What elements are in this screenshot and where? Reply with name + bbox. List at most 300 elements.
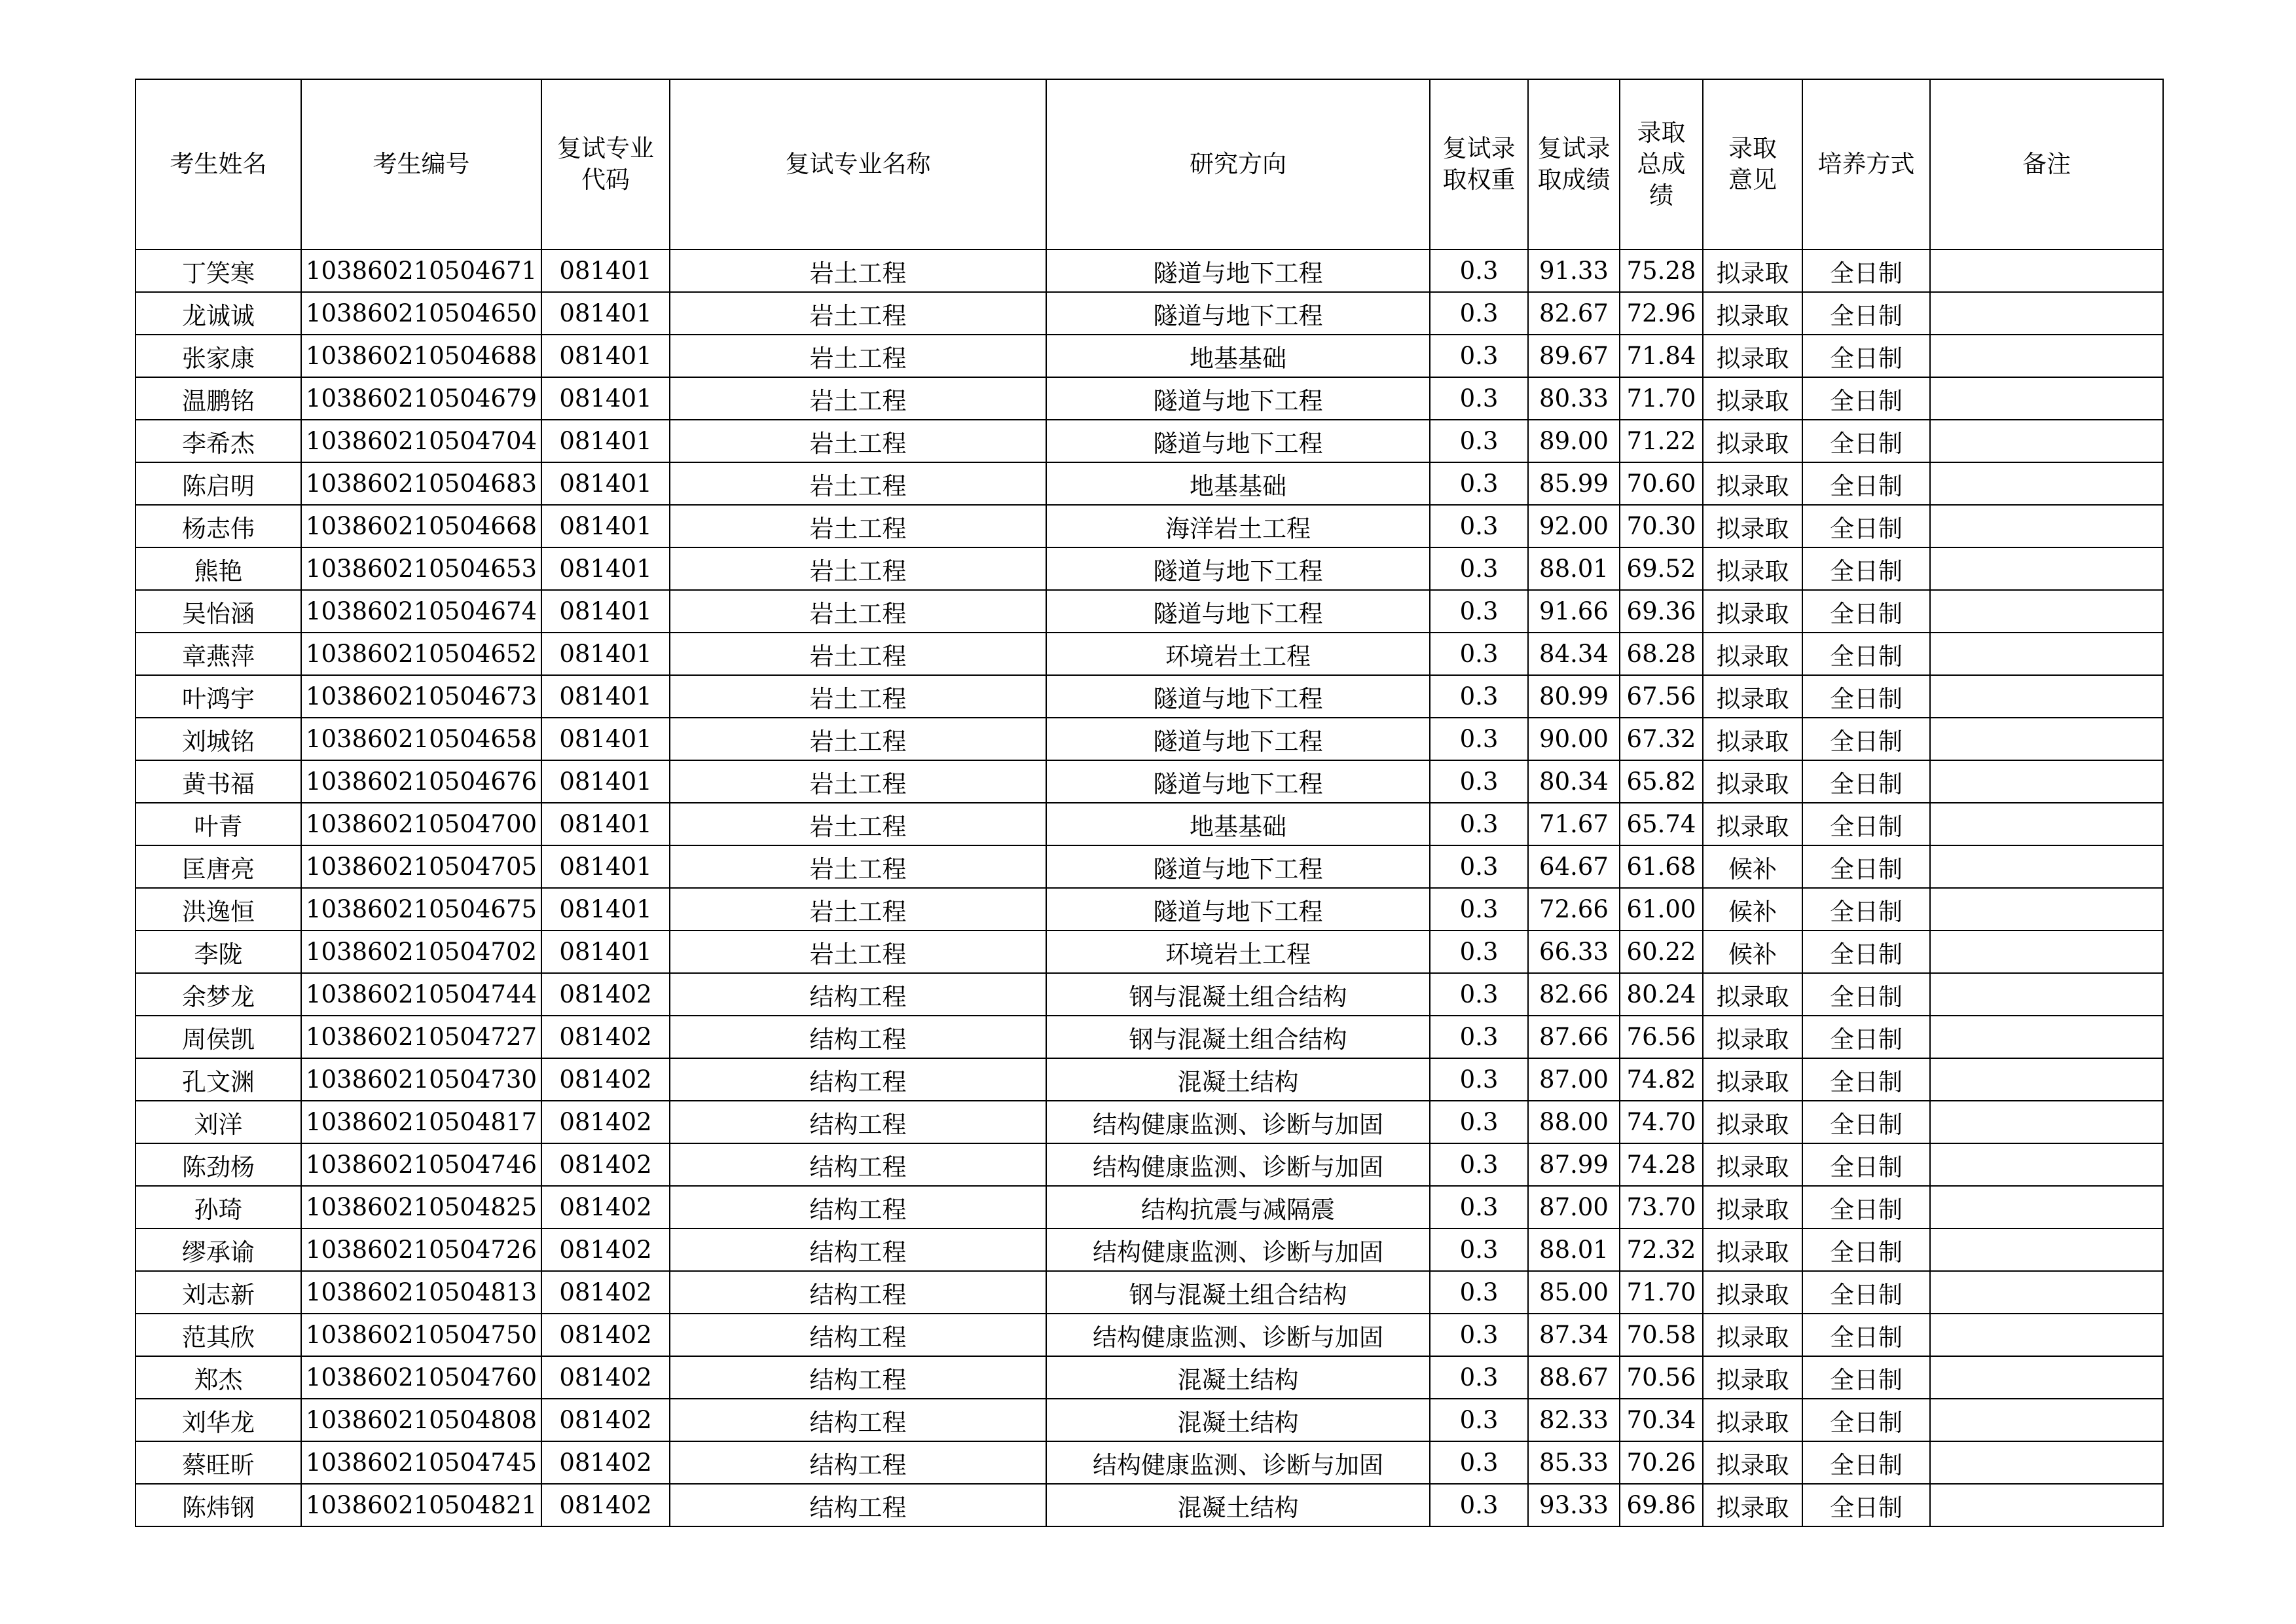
cell-score: 89.67 xyxy=(1528,335,1620,377)
cell-score: 64.67 xyxy=(1528,845,1620,888)
cell-weight: 0.3 xyxy=(1430,292,1528,335)
cell-opinion: 拟录取 xyxy=(1703,1016,1802,1058)
table-row xyxy=(136,760,2163,803)
cell-name: 吴怡涵 xyxy=(136,590,301,633)
cell-mode: 全日制 xyxy=(1802,1441,1930,1484)
cell-weight: 0.3 xyxy=(1430,931,1528,973)
cell-opinion: 拟录取 xyxy=(1703,249,1802,292)
cell-total: 74.28 xyxy=(1620,1143,1703,1186)
cell-weight: 0.3 xyxy=(1430,420,1528,462)
cell-remark xyxy=(1930,973,2163,1016)
cell-opinion: 拟录取 xyxy=(1703,1143,1802,1186)
cell-direction: 混凝土结构 xyxy=(1046,1399,1430,1441)
table-row xyxy=(136,377,2163,420)
cell-code: 081402 xyxy=(541,973,670,1016)
cell-code: 081401 xyxy=(541,718,670,760)
cell-direction: 钢与混凝土组合结构 xyxy=(1046,1016,1430,1058)
cell-total: 70.34 xyxy=(1620,1399,1703,1441)
cell-name: 陈启明 xyxy=(136,462,301,505)
cell-total: 70.30 xyxy=(1620,505,1703,547)
cell-direction: 隧道与地下工程 xyxy=(1046,718,1430,760)
cell-id: 103860210504674 xyxy=(301,590,541,633)
cell-major: 岩土工程 xyxy=(670,845,1046,888)
cell-mode: 全日制 xyxy=(1802,675,1930,718)
cell-code: 081401 xyxy=(541,335,670,377)
cell-opinion: 拟录取 xyxy=(1703,1228,1802,1271)
cell-name: 余梦龙 xyxy=(136,973,301,1016)
cell-score: 85.99 xyxy=(1528,462,1620,505)
table-row xyxy=(136,505,2163,547)
cell-score: 80.34 xyxy=(1528,760,1620,803)
header-weight: 复试录 取权重 xyxy=(1430,79,1528,249)
cell-total: 75.28 xyxy=(1620,249,1703,292)
header-row xyxy=(136,79,2163,249)
cell-mode: 全日制 xyxy=(1802,1186,1930,1228)
table-body xyxy=(136,249,2163,1526)
cell-weight: 0.3 xyxy=(1430,760,1528,803)
cell-code: 081402 xyxy=(541,1186,670,1228)
cell-direction: 混凝土结构 xyxy=(1046,1058,1430,1101)
cell-major: 岩土工程 xyxy=(670,633,1046,675)
cell-weight: 0.3 xyxy=(1430,590,1528,633)
cell-name: 洪逸恒 xyxy=(136,888,301,931)
cell-remark xyxy=(1930,803,2163,845)
cell-score: 87.66 xyxy=(1528,1016,1620,1058)
cell-remark xyxy=(1930,1101,2163,1143)
table-row xyxy=(136,420,2163,462)
cell-name: 丁笑寒 xyxy=(136,249,301,292)
cell-remark xyxy=(1930,1356,2163,1399)
cell-name: 周侯凯 xyxy=(136,1016,301,1058)
cell-direction: 结构健康监测、诊断与加固 xyxy=(1046,1314,1430,1356)
cell-code: 081401 xyxy=(541,590,670,633)
cell-opinion: 拟录取 xyxy=(1703,420,1802,462)
cell-major: 岩土工程 xyxy=(670,675,1046,718)
cell-remark xyxy=(1930,888,2163,931)
cell-weight: 0.3 xyxy=(1430,845,1528,888)
cell-code: 081401 xyxy=(541,292,670,335)
cell-direction: 结构健康监测、诊断与加固 xyxy=(1046,1441,1430,1484)
cell-name: 叶鸿宇 xyxy=(136,675,301,718)
cell-mode: 全日制 xyxy=(1802,590,1930,633)
cell-total: 68.28 xyxy=(1620,633,1703,675)
cell-direction: 地基基础 xyxy=(1046,803,1430,845)
cell-name: 蔡旺昕 xyxy=(136,1441,301,1484)
cell-mode: 全日制 xyxy=(1802,973,1930,1016)
cell-total: 72.96 xyxy=(1620,292,1703,335)
cell-remark xyxy=(1930,335,2163,377)
cell-id: 103860210504817 xyxy=(301,1101,541,1143)
cell-name: 陈炜钢 xyxy=(136,1484,301,1526)
cell-mode: 全日制 xyxy=(1802,1143,1930,1186)
cell-total: 76.56 xyxy=(1620,1016,1703,1058)
cell-total: 70.58 xyxy=(1620,1314,1703,1356)
cell-weight: 0.3 xyxy=(1430,547,1528,590)
cell-mode: 全日制 xyxy=(1802,1271,1930,1314)
cell-direction: 结构抗震与减隔震 xyxy=(1046,1186,1430,1228)
cell-score: 88.00 xyxy=(1528,1101,1620,1143)
cell-score: 66.33 xyxy=(1528,931,1620,973)
cell-remark xyxy=(1930,760,2163,803)
cell-mode: 全日制 xyxy=(1802,1228,1930,1271)
cell-total: 71.70 xyxy=(1620,1271,1703,1314)
cell-mode: 全日制 xyxy=(1802,292,1930,335)
cell-major: 结构工程 xyxy=(670,1101,1046,1143)
cell-mode: 全日制 xyxy=(1802,1399,1930,1441)
cell-major: 岩土工程 xyxy=(670,931,1046,973)
cell-name: 李陇 xyxy=(136,931,301,973)
cell-weight: 0.3 xyxy=(1430,335,1528,377)
cell-remark xyxy=(1930,675,2163,718)
cell-id: 103860210504702 xyxy=(301,931,541,973)
cell-total: 70.56 xyxy=(1620,1356,1703,1399)
cell-code: 081402 xyxy=(541,1271,670,1314)
cell-weight: 0.3 xyxy=(1430,1271,1528,1314)
cell-score: 82.66 xyxy=(1528,973,1620,1016)
cell-score: 87.99 xyxy=(1528,1143,1620,1186)
cell-name: 刘华龙 xyxy=(136,1399,301,1441)
cell-weight: 0.3 xyxy=(1430,1484,1528,1526)
cell-weight: 0.3 xyxy=(1430,973,1528,1016)
cell-remark xyxy=(1930,462,2163,505)
cell-code: 081401 xyxy=(541,760,670,803)
cell-name: 刘城铭 xyxy=(136,718,301,760)
cell-code: 081401 xyxy=(541,420,670,462)
cell-total: 71.22 xyxy=(1620,420,1703,462)
cell-name: 刘志新 xyxy=(136,1271,301,1314)
cell-direction: 隧道与地下工程 xyxy=(1046,249,1430,292)
cell-weight: 0.3 xyxy=(1430,633,1528,675)
cell-direction: 混凝土结构 xyxy=(1046,1484,1430,1526)
cell-weight: 0.3 xyxy=(1430,1399,1528,1441)
cell-opinion: 拟录取 xyxy=(1703,803,1802,845)
cell-code: 081402 xyxy=(541,1016,670,1058)
cell-id: 103860210504821 xyxy=(301,1484,541,1526)
cell-name: 范其欣 xyxy=(136,1314,301,1356)
cell-score: 82.67 xyxy=(1528,292,1620,335)
cell-code: 081401 xyxy=(541,547,670,590)
cell-id: 103860210504671 xyxy=(301,249,541,292)
cell-name: 叶青 xyxy=(136,803,301,845)
cell-total: 71.70 xyxy=(1620,377,1703,420)
cell-mode: 全日制 xyxy=(1802,1314,1930,1356)
cell-opinion: 拟录取 xyxy=(1703,590,1802,633)
cell-code: 081401 xyxy=(541,249,670,292)
cell-name: 龙诚诚 xyxy=(136,292,301,335)
table-row xyxy=(136,590,2163,633)
cell-name: 陈劲杨 xyxy=(136,1143,301,1186)
cell-id: 103860210504650 xyxy=(301,292,541,335)
header-id: 考生编号 xyxy=(301,79,541,249)
cell-weight: 0.3 xyxy=(1430,249,1528,292)
cell-major: 岩土工程 xyxy=(670,292,1046,335)
cell-weight: 0.3 xyxy=(1430,1228,1528,1271)
cell-id: 103860210504760 xyxy=(301,1356,541,1399)
table-row xyxy=(136,335,2163,377)
cell-id: 103860210504744 xyxy=(301,973,541,1016)
cell-opinion: 拟录取 xyxy=(1703,1101,1802,1143)
cell-opinion: 拟录取 xyxy=(1703,462,1802,505)
cell-mode: 全日制 xyxy=(1802,1101,1930,1143)
cell-opinion: 拟录取 xyxy=(1703,1058,1802,1101)
cell-weight: 0.3 xyxy=(1430,718,1528,760)
cell-score: 82.33 xyxy=(1528,1399,1620,1441)
cell-major: 岩土工程 xyxy=(670,803,1046,845)
cell-total: 70.26 xyxy=(1620,1441,1703,1484)
cell-remark xyxy=(1930,1058,2163,1101)
cell-mode: 全日制 xyxy=(1802,718,1930,760)
cell-mode: 全日制 xyxy=(1802,931,1930,973)
cell-remark xyxy=(1930,505,2163,547)
cell-code: 081402 xyxy=(541,1228,670,1271)
cell-direction: 隧道与地下工程 xyxy=(1046,760,1430,803)
header-direction: 研究方向 xyxy=(1046,79,1430,249)
cell-code: 081401 xyxy=(541,462,670,505)
cell-mode: 全日制 xyxy=(1802,1058,1930,1101)
cell-direction: 隧道与地下工程 xyxy=(1046,420,1430,462)
table-row xyxy=(136,845,2163,888)
cell-score: 71.67 xyxy=(1528,803,1620,845)
cell-score: 87.00 xyxy=(1528,1186,1620,1228)
table-row xyxy=(136,1143,2163,1186)
table-row xyxy=(136,888,2163,931)
cell-name: 孙琦 xyxy=(136,1186,301,1228)
cell-opinion: 拟录取 xyxy=(1703,505,1802,547)
cell-score: 72.66 xyxy=(1528,888,1620,931)
cell-major: 结构工程 xyxy=(670,1314,1046,1356)
cell-total: 60.22 xyxy=(1620,931,1703,973)
cell-direction: 海洋岩土工程 xyxy=(1046,505,1430,547)
cell-remark xyxy=(1930,1186,2163,1228)
cell-mode: 全日制 xyxy=(1802,1016,1930,1058)
cell-major: 岩土工程 xyxy=(670,420,1046,462)
table-row xyxy=(136,718,2163,760)
table-row xyxy=(136,1058,2163,1101)
cell-major: 岩土工程 xyxy=(670,590,1046,633)
cell-id: 103860210504813 xyxy=(301,1271,541,1314)
cell-score: 88.01 xyxy=(1528,1228,1620,1271)
table-row xyxy=(136,1314,2163,1356)
cell-opinion: 拟录取 xyxy=(1703,1441,1802,1484)
cell-direction: 地基基础 xyxy=(1046,335,1430,377)
cell-remark xyxy=(1930,377,2163,420)
cell-id: 103860210504683 xyxy=(301,462,541,505)
cell-name: 孔文渊 xyxy=(136,1058,301,1101)
cell-remark xyxy=(1930,845,2163,888)
cell-major: 岩土工程 xyxy=(670,377,1046,420)
cell-id: 103860210504688 xyxy=(301,335,541,377)
cell-opinion: 拟录取 xyxy=(1703,675,1802,718)
cell-id: 103860210504730 xyxy=(301,1058,541,1101)
cell-remark xyxy=(1930,633,2163,675)
cell-remark xyxy=(1930,292,2163,335)
cell-opinion: 拟录取 xyxy=(1703,1356,1802,1399)
header-opinion: 录取 意见 xyxy=(1703,79,1802,249)
cell-weight: 0.3 xyxy=(1430,1058,1528,1101)
table-row xyxy=(136,1186,2163,1228)
cell-direction: 隧道与地下工程 xyxy=(1046,590,1430,633)
cell-total: 71.84 xyxy=(1620,335,1703,377)
table-row xyxy=(136,973,2163,1016)
cell-remark xyxy=(1930,1016,2163,1058)
cell-id: 103860210504704 xyxy=(301,420,541,462)
cell-weight: 0.3 xyxy=(1430,462,1528,505)
cell-direction: 隧道与地下工程 xyxy=(1046,888,1430,931)
cell-mode: 全日制 xyxy=(1802,1356,1930,1399)
cell-opinion: 拟录取 xyxy=(1703,633,1802,675)
cell-major: 结构工程 xyxy=(670,973,1046,1016)
cell-name: 匡唐亮 xyxy=(136,845,301,888)
cell-mode: 全日制 xyxy=(1802,335,1930,377)
cell-weight: 0.3 xyxy=(1430,1356,1528,1399)
cell-opinion: 拟录取 xyxy=(1703,292,1802,335)
cell-direction: 结构健康监测、诊断与加固 xyxy=(1046,1228,1430,1271)
cell-remark xyxy=(1930,1484,2163,1526)
cell-opinion: 拟录取 xyxy=(1703,1314,1802,1356)
cell-id: 103860210504705 xyxy=(301,845,541,888)
cell-weight: 0.3 xyxy=(1430,377,1528,420)
cell-name: 缪承谕 xyxy=(136,1228,301,1271)
cell-code: 081402 xyxy=(541,1143,670,1186)
cell-direction: 钢与混凝土组合结构 xyxy=(1046,973,1430,1016)
cell-major: 岩土工程 xyxy=(670,547,1046,590)
cell-weight: 0.3 xyxy=(1430,1186,1528,1228)
table-row xyxy=(136,1399,2163,1441)
cell-score: 80.33 xyxy=(1528,377,1620,420)
cell-total: 70.60 xyxy=(1620,462,1703,505)
cell-opinion: 拟录取 xyxy=(1703,1271,1802,1314)
cell-direction: 隧道与地下工程 xyxy=(1046,675,1430,718)
cell-id: 103860210504808 xyxy=(301,1399,541,1441)
cell-id: 103860210504653 xyxy=(301,547,541,590)
cell-remark xyxy=(1930,718,2163,760)
cell-id: 103860210504679 xyxy=(301,377,541,420)
cell-direction: 钢与混凝土组合结构 xyxy=(1046,1271,1430,1314)
cell-weight: 0.3 xyxy=(1430,1441,1528,1484)
cell-score: 91.33 xyxy=(1528,249,1620,292)
cell-code: 081401 xyxy=(541,505,670,547)
table-row xyxy=(136,1101,2163,1143)
cell-direction: 环境岩土工程 xyxy=(1046,633,1430,675)
cell-name: 刘洋 xyxy=(136,1101,301,1143)
cell-code: 081402 xyxy=(541,1441,670,1484)
cell-name: 张家康 xyxy=(136,335,301,377)
table-row xyxy=(136,547,2163,590)
cell-opinion: 拟录取 xyxy=(1703,760,1802,803)
cell-score: 90.00 xyxy=(1528,718,1620,760)
cell-mode: 全日制 xyxy=(1802,845,1930,888)
cell-direction: 隧道与地下工程 xyxy=(1046,292,1430,335)
cell-direction: 隧道与地下工程 xyxy=(1046,547,1430,590)
cell-name: 熊艳 xyxy=(136,547,301,590)
cell-remark xyxy=(1930,1441,2163,1484)
cell-id: 103860210504676 xyxy=(301,760,541,803)
header-score: 复试录 取成绩 xyxy=(1528,79,1620,249)
cell-remark xyxy=(1930,1399,2163,1441)
cell-major: 岩土工程 xyxy=(670,760,1046,803)
cell-major: 岩土工程 xyxy=(670,335,1046,377)
cell-mode: 全日制 xyxy=(1802,420,1930,462)
cell-total: 65.82 xyxy=(1620,760,1703,803)
cell-code: 081401 xyxy=(541,803,670,845)
cell-opinion: 候补 xyxy=(1703,845,1802,888)
cell-score: 87.34 xyxy=(1528,1314,1620,1356)
cell-total: 67.32 xyxy=(1620,718,1703,760)
table-row xyxy=(136,1356,2163,1399)
cell-score: 87.00 xyxy=(1528,1058,1620,1101)
cell-total: 80.24 xyxy=(1620,973,1703,1016)
cell-major: 结构工程 xyxy=(670,1484,1046,1526)
cell-id: 103860210504727 xyxy=(301,1016,541,1058)
cell-major: 岩土工程 xyxy=(670,249,1046,292)
cell-mode: 全日制 xyxy=(1802,249,1930,292)
cell-code: 081401 xyxy=(541,888,670,931)
header-remark: 备注 xyxy=(1930,79,2163,249)
cell-weight: 0.3 xyxy=(1430,803,1528,845)
cell-remark xyxy=(1930,420,2163,462)
cell-weight: 0.3 xyxy=(1430,1314,1528,1356)
cell-major: 岩土工程 xyxy=(670,462,1046,505)
cell-direction: 隧道与地下工程 xyxy=(1046,377,1430,420)
cell-name: 李希杰 xyxy=(136,420,301,462)
table-row xyxy=(136,931,2163,973)
table-row xyxy=(136,1228,2163,1271)
cell-opinion: 候补 xyxy=(1703,888,1802,931)
cell-code: 081402 xyxy=(541,1058,670,1101)
cell-score: 91.66 xyxy=(1528,590,1620,633)
cell-weight: 0.3 xyxy=(1430,888,1528,931)
cell-direction: 环境岩土工程 xyxy=(1046,931,1430,973)
cell-id: 103860210504675 xyxy=(301,888,541,931)
cell-mode: 全日制 xyxy=(1802,462,1930,505)
cell-name: 杨志伟 xyxy=(136,505,301,547)
cell-mode: 全日制 xyxy=(1802,505,1930,547)
cell-total: 61.00 xyxy=(1620,888,1703,931)
header-total: 录取 总成 绩 xyxy=(1620,79,1703,249)
table-row xyxy=(136,675,2163,718)
cell-weight: 0.3 xyxy=(1430,1101,1528,1143)
cell-remark xyxy=(1930,1143,2163,1186)
cell-total: 69.36 xyxy=(1620,590,1703,633)
cell-remark xyxy=(1930,1314,2163,1356)
cell-direction: 隧道与地下工程 xyxy=(1046,845,1430,888)
cell-total: 67.56 xyxy=(1620,675,1703,718)
cell-code: 081402 xyxy=(541,1101,670,1143)
cell-id: 103860210504825 xyxy=(301,1186,541,1228)
cell-name: 温鹏铭 xyxy=(136,377,301,420)
cell-code: 081402 xyxy=(541,1356,670,1399)
cell-total: 73.70 xyxy=(1620,1186,1703,1228)
cell-major: 岩土工程 xyxy=(670,718,1046,760)
cell-code: 081401 xyxy=(541,675,670,718)
cell-weight: 0.3 xyxy=(1430,675,1528,718)
cell-mode: 全日制 xyxy=(1802,547,1930,590)
table-row xyxy=(136,292,2163,335)
cell-opinion: 拟录取 xyxy=(1703,718,1802,760)
cell-major: 结构工程 xyxy=(670,1271,1046,1314)
cell-score: 88.01 xyxy=(1528,547,1620,590)
cell-opinion: 拟录取 xyxy=(1703,335,1802,377)
cell-name: 黄书福 xyxy=(136,760,301,803)
cell-mode: 全日制 xyxy=(1802,888,1930,931)
cell-major: 岩土工程 xyxy=(670,888,1046,931)
cell-id: 103860210504700 xyxy=(301,803,541,845)
cell-mode: 全日制 xyxy=(1802,803,1930,845)
cell-id: 103860210504745 xyxy=(301,1441,541,1484)
cell-id: 103860210504668 xyxy=(301,505,541,547)
cell-opinion: 拟录取 xyxy=(1703,547,1802,590)
cell-code: 081401 xyxy=(541,931,670,973)
